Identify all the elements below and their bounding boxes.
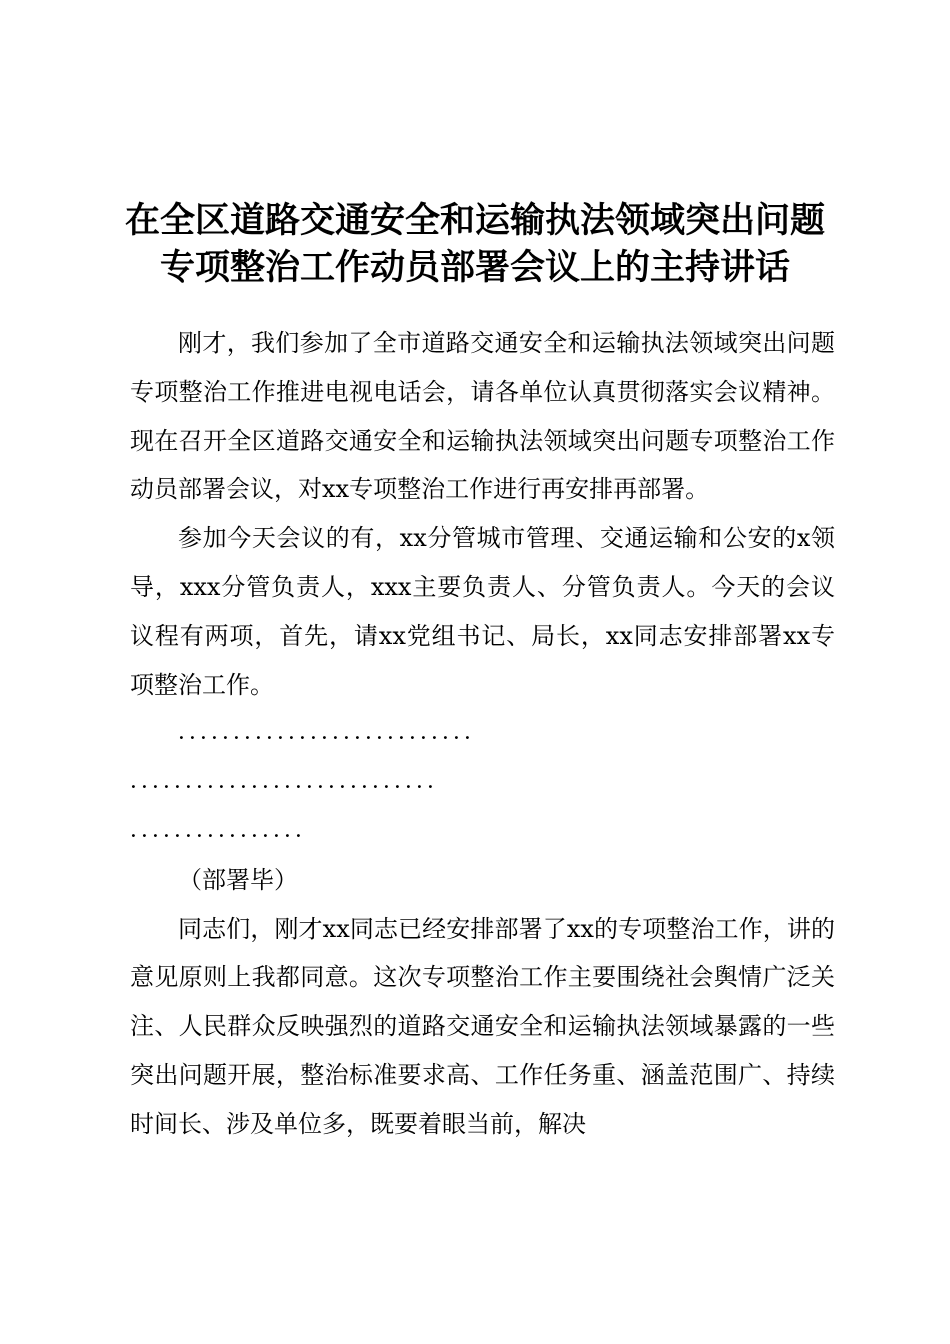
- deployment-note: （部署毕）: [178, 865, 298, 894]
- ellipsis-line-1: ．．．．．．．．．．．．．．．．．．．．．．．．．．．: [178, 720, 487, 746]
- ellipsis-line-3: ．．．．．．．．．．．．．．．．: [130, 817, 318, 843]
- ellipsis-line-2: ．．．．．．．．．．．．．．．．．．．．．．．．．．．．: [130, 769, 450, 795]
- paragraph-attendees: 参加今天会议的有，xx分管城市管理、交通运输和公安的x领导，xxx分管负责人，xxx主要负责人、分管负责人。今天的会议议程有两项，首先，请xx党组书记、局长，xx同志安排部署xx专项整治工作。: [130, 524, 835, 699]
- document-title-line-2: 专项整治工作动员部署会议上的主持讲话: [159, 247, 790, 288]
- document-title-line-1: 在全区道路交通安全和运输执法领域突出问题: [124, 200, 825, 241]
- document-body: [130, 319, 835, 1149]
- paragraph-opening: 刚才，我们参加了全市道路交通安全和运输执法领域突出问题专项整治工作推进电视电话会，请各单位认真贯彻落实会议精神。现在召开全区道路交通安全和运输执法领域突出问题专项整治工作动员部署会议，对xx专项整治工作进行再安排再部署。: [130, 329, 835, 504]
- paragraph-closing: 同志们，刚才xx同志已经安排部署了xx的专项整治工作，讲的意见原则上我都同意。这次专项整治工作主要围绕社会舆情广泛关注、人民群众反映强烈的道路交通安全和运输执法领域暴露的一些突出问题开展，整治标准要求高、工作任务重、涵盖范围广、持续时间长、涉及单位多，既要着眼当前，解决: [130, 914, 835, 1138]
